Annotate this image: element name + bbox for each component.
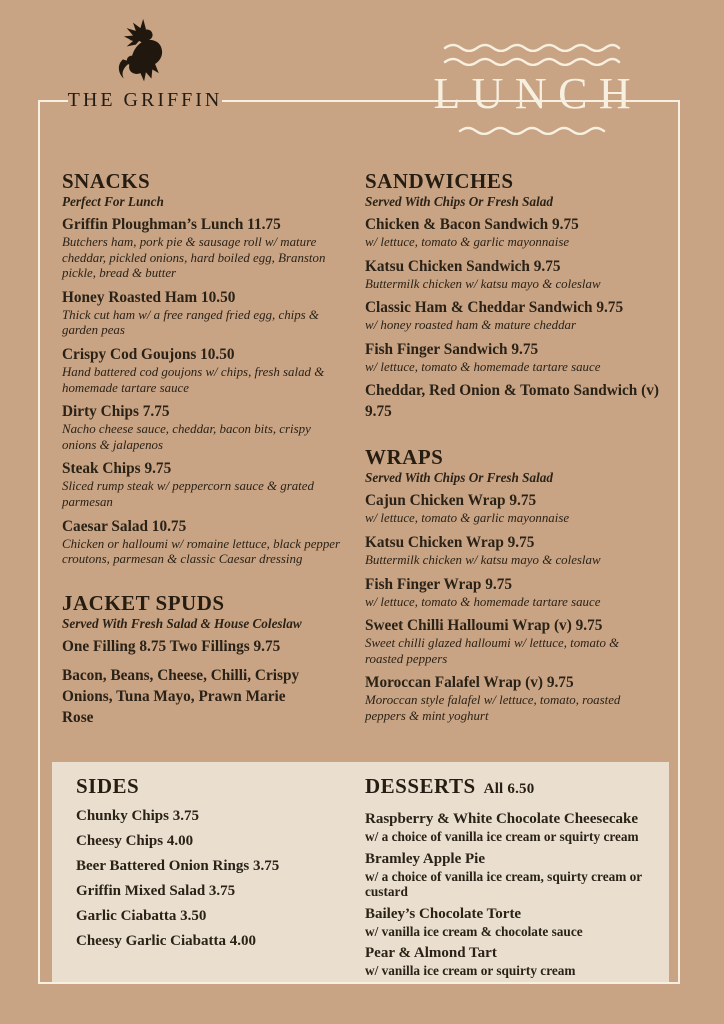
menu-item-description: w/ honey roasted ham & mature cheddar (365, 318, 576, 333)
menu-item-description: Sweet chilli glazed halloumi w/ lettuce, tomato & roasted peppers (365, 636, 620, 666)
menu-item-name: Cheesy Chips 4.00 (76, 833, 194, 849)
menu-item (365, 380, 659, 422)
menu-item-name: Cajun Chicken Wrap 9.75 (365, 492, 537, 510)
section-subtitle: Served With Chips Or Fresh Salad (365, 194, 553, 209)
menu-item (365, 809, 645, 845)
menu-item (62, 401, 346, 453)
menu-item (365, 615, 659, 667)
section-title: WRAPS (365, 445, 444, 470)
menu-item-description: w/ lettuce, tomato & homemade tartare sauce (365, 594, 601, 609)
section-jacket-spuds (62, 590, 346, 728)
menu-item-description: w/ lettuce, tomato & garlic mayonnaise (365, 235, 570, 249)
menu-item-description: Chicken or halloumi w/ romaine lettuce, black pepper croutons, parmesan & classic Caesar dressing (62, 536, 341, 567)
menu-item-description: Butchers ham, pork pie & sausage roll w/ mature cheddar, pickled onions, hard boiled egg, Branston pickle, bread & butter (62, 235, 326, 281)
menu-item (62, 516, 346, 568)
menu-item-description: w/ vanilla ice cream or squirty cream (365, 963, 576, 978)
menu-item-name: Katsu Chicken Sandwich 9.75 (365, 257, 561, 275)
menu-item (62, 458, 346, 510)
menu-item (62, 287, 346, 339)
menu-item-description: Nacho cheese sauce, cheddar, bacon bits, crispy onions & jalapenos (62, 422, 311, 452)
item-list (62, 636, 346, 728)
menu-item-name: Beer Battered Onion Rings 3.75 (76, 858, 280, 874)
menu-item-name: Cheddar, Red Onion & Tomato Sandwich (v) 9.75 (365, 382, 659, 421)
menu-item-name: Steak Chips 9.75 (62, 460, 172, 478)
section-sandwiches (365, 168, 659, 422)
menu-item (62, 214, 346, 282)
wave-icon (443, 54, 621, 66)
menu-item-name: Caesar Salad 10.75 (62, 517, 187, 535)
menu-item (365, 532, 659, 569)
section-snacks (62, 168, 346, 568)
menu-item-name: Katsu Chicken Wrap 9.75 (365, 533, 535, 551)
griffin-icon (114, 18, 176, 86)
section-wraps (365, 444, 659, 724)
menu-item (365, 574, 659, 611)
menu-item-description: w/ a choice of vanilla ice cream, squirty cream or custard (365, 868, 642, 899)
menu-item-name: Cheesy Garlic Ciabatta 4.00 (76, 933, 256, 949)
menu-item (365, 904, 645, 940)
menu-item-description: w/ vanilla ice cream & chocolate sauce (365, 923, 583, 939)
menu-item-description: w/ lettuce, tomato & homemade tartare sauce (365, 359, 601, 374)
section-title: SIDES (76, 774, 140, 798)
section-title-text: DESSERTS (365, 774, 476, 798)
menu-item-name: Honey Roasted Ham 10.50 (62, 288, 236, 306)
item-list (365, 490, 659, 724)
menu-item (76, 856, 325, 876)
section-title: SANDWICHES (365, 169, 514, 193)
menu-item-name: Fish Finger Sandwich 9.75 (365, 340, 539, 358)
bottom-panel (52, 762, 669, 982)
menu-item-name: Chicken & Bacon Sandwich 9.75 (365, 216, 579, 233)
menu-item (365, 214, 659, 251)
menu-item-name: Dirty Chips 7.75 (62, 403, 170, 421)
item-list (76, 806, 325, 951)
section-subtitle: Served With Chips Or Fresh Salad (365, 470, 553, 486)
menu-item (62, 636, 346, 657)
menu-item-description: Sliced rump steak w/ peppercorn sauce & grated parmesan (62, 479, 314, 509)
menu-title: LUNCH (433, 69, 643, 118)
item-list (365, 214, 659, 422)
menu-item (365, 943, 645, 979)
menu-item-description: w/ a choice of vanilla ice cream or squirty cream (365, 829, 639, 844)
menu-item (76, 906, 325, 926)
menu-item (62, 344, 346, 396)
menu-item-name: Bramley Apple Pie (365, 850, 485, 867)
menu-item-description: Buttermilk chicken w/ katsu mayo & coleslaw (365, 276, 601, 291)
menu-item-name: Griffin Mixed Salad 3.75 (76, 883, 236, 899)
wave-icon (458, 123, 606, 135)
menu-item-description: Hand battered cod goujons w/ chips, fresh salad & homemade tartare sauce (62, 364, 325, 395)
menu-item-name: Fish Finger Wrap 9.75 (365, 575, 513, 593)
menu-item (365, 256, 659, 293)
section-title (365, 773, 645, 802)
menu-item-name: One Filling 8.75 Two Fillings 9.75 (62, 637, 281, 655)
menu-item (76, 831, 325, 851)
menu-item-name: Garlic Ciabatta 3.50 (76, 908, 207, 924)
menu-item (365, 490, 659, 527)
menu-item (365, 339, 659, 376)
left-column (62, 168, 346, 733)
menu-item (365, 672, 659, 724)
item-list (62, 214, 346, 568)
section-subtitle: Perfect For Lunch (62, 194, 164, 209)
menu-item-name: Bailey’s Chocolate Torte (365, 905, 522, 922)
menu-item (365, 297, 659, 334)
menu-item (62, 665, 346, 728)
menu-item-description: Buttermilk chicken w/ katsu mayo & coleslaw (365, 552, 601, 567)
menu-item-name: Griffin Ploughman’s Lunch 11.75 (62, 216, 281, 233)
brand-name: THE GRIFFIN (67, 89, 223, 111)
item-list (365, 809, 645, 979)
menu-item-name: Bacon, Beans, Cheese, Chilli, Crispy Onions, Tuna Mayo, Prawn Marie Rose (62, 666, 300, 726)
menu-item-name: Raspberry & White Chocolate Cheesecake (365, 811, 639, 827)
menu-item-description: w/ lettuce, tomato & garlic mayonnaise (365, 511, 570, 526)
section-sides (76, 773, 325, 976)
section-title-suffix: All 6.50 (483, 781, 535, 797)
section-subtitle: Served With Fresh Salad & House Coleslaw (62, 615, 302, 631)
menu-item-description: Moroccan style falafel w/ lettuce, tomato, roasted peppers & mint yoghurt (365, 693, 621, 723)
menu-item-name: Classic Ham & Cheddar Sandwich 9.75 (365, 299, 624, 317)
menu-title-block (416, 40, 648, 135)
section-title: JACKET SPUDS (62, 590, 225, 615)
menu-item-name: Pear & Almond Tart (365, 945, 497, 961)
menu-item-name: Moroccan Falafel Wrap (v) 9.75 (365, 674, 574, 692)
menu-item (76, 931, 325, 951)
brand-logo (68, 12, 222, 112)
section-desserts (365, 773, 645, 976)
menu-item-name: Sweet Chilli Halloumi Wrap (v) 9.75 (365, 617, 603, 635)
section-title: SNACKS (62, 169, 151, 193)
menu-item-description: Thick cut ham w/ a free ranged fried egg, chips & garden peas (62, 307, 319, 338)
wave-icon (443, 40, 621, 52)
right-column (365, 168, 659, 730)
menu-item (76, 806, 325, 826)
menu-item-name: Crispy Cod Goujons 10.50 (62, 345, 235, 363)
menu-item-name: Chunky Chips 3.75 (76, 808, 199, 824)
menu-item (76, 881, 325, 901)
menu-item (365, 849, 645, 900)
